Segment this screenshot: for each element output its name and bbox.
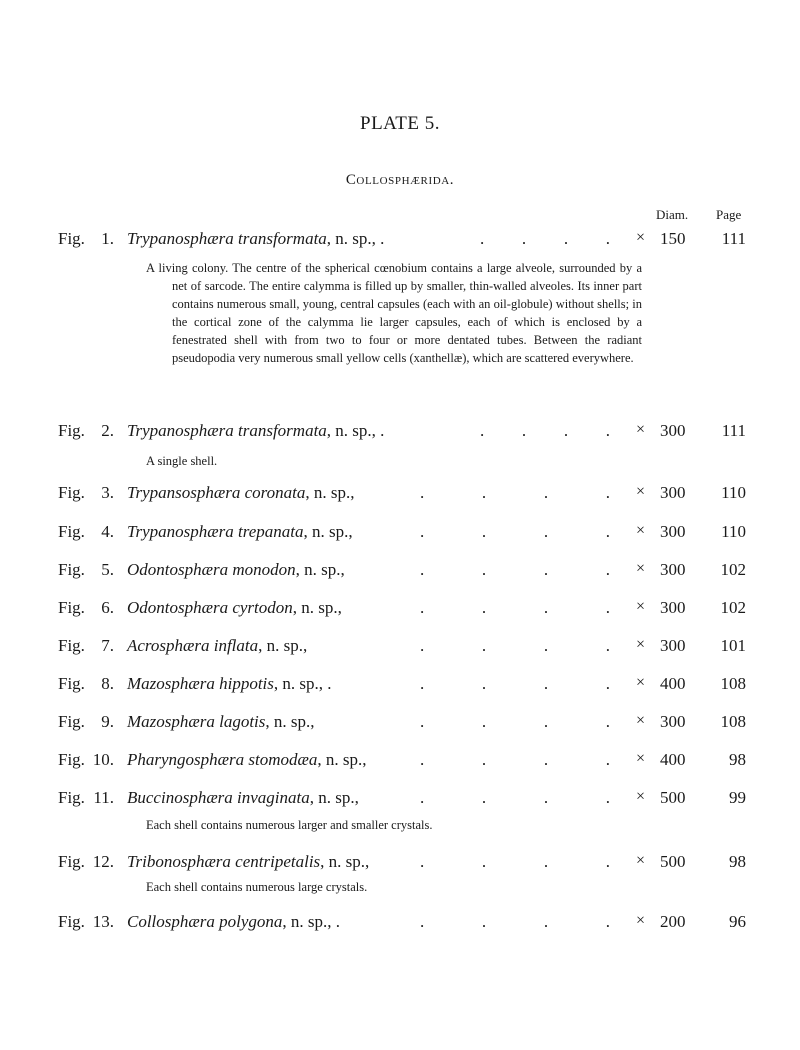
- magnification-sign: ×: [636, 674, 646, 691]
- species-name: [127, 522, 353, 542]
- figure-label: Fig.: [58, 636, 85, 655]
- figure-row: [0, 852, 800, 876]
- magnification-sign: ×: [636, 598, 646, 615]
- magnification-value: 150: [660, 229, 686, 248]
- species-name: [127, 229, 384, 249]
- magnification-sign: ×: [636, 522, 646, 539]
- figure-label: Fig.: [58, 712, 85, 731]
- species-binomial: Trypanosphæra transformata: [127, 421, 327, 440]
- column-header-diam: Diam.: [656, 207, 689, 222]
- figure-number: 12.: [92, 852, 114, 871]
- species-suffix: , n. sp., .: [326, 421, 385, 440]
- figure-row: [0, 421, 800, 445]
- page-number: 98: [729, 750, 746, 769]
- figure-description: A single shell.: [146, 454, 218, 468]
- leader-dots: . . . .: [420, 912, 610, 931]
- figure-number: 4.: [101, 522, 114, 541]
- species-binomial: Mazosphæra lagotis: [127, 712, 266, 731]
- figure-label: Fig.: [58, 750, 85, 769]
- figure-number: 9.: [101, 712, 114, 731]
- page-number: 110: [721, 483, 746, 502]
- species-suffix: , n. sp., .: [282, 912, 340, 931]
- species-name: [127, 421, 384, 441]
- species-binomial: Odontosphæra monodon: [127, 560, 296, 579]
- magnification-value: 300: [660, 560, 686, 579]
- magnification-sign: ×: [636, 912, 646, 929]
- species-name: [127, 912, 340, 932]
- figure-description: Each shell contains numerous large crystals.: [146, 880, 368, 894]
- species-binomial: Buccinosphæra invaginata: [127, 788, 310, 807]
- species-name: [127, 636, 307, 656]
- figure-number: 10.: [92, 750, 114, 769]
- figure-label: Fig.: [58, 421, 85, 440]
- figure-label: Fig.: [58, 522, 85, 541]
- figure-row: [0, 788, 800, 812]
- figure-number: 6.: [101, 598, 114, 617]
- species-name: [127, 483, 355, 503]
- species-binomial: Trypanosphæra trepanata: [127, 522, 304, 541]
- magnification-sign: ×: [636, 852, 646, 869]
- species-binomial: Tribonosphæra centripetalis: [127, 852, 321, 871]
- magnification-sign: ×: [636, 560, 646, 577]
- figure-row: [0, 750, 800, 774]
- species-binomial: Odontosphæra cyrtodon: [127, 598, 293, 617]
- page-number: 108: [720, 712, 746, 731]
- plate-title: PLATE 5.: [360, 113, 440, 134]
- magnification-sign: ×: [636, 712, 646, 729]
- species-suffix: , n. sp.,: [258, 636, 308, 655]
- species-name: [127, 674, 332, 694]
- species-binomial: Pharyngosphæra stomodæa: [127, 750, 318, 769]
- leader-dots: . . . .: [420, 522, 610, 541]
- figure-number: 13.: [92, 912, 114, 931]
- leader-dots: . . . .: [480, 421, 610, 440]
- figure-description: Each shell contains numerous larger and smaller crystals.: [146, 818, 433, 832]
- figure-label: Fig.: [58, 852, 85, 871]
- page-number: 111: [721, 229, 746, 248]
- figure-label: Fig.: [58, 674, 85, 693]
- species-binomial: Mazosphæra hippotis: [127, 674, 274, 693]
- magnification-value: 300: [660, 522, 686, 541]
- figure-number: 11.: [93, 788, 114, 807]
- figure-number: 2.: [101, 421, 114, 440]
- figure-row: [0, 912, 800, 936]
- leader-dots: . . . .: [420, 712, 610, 731]
- figure-number: 8.: [101, 674, 114, 693]
- species-suffix: , n. sp.,: [320, 852, 370, 871]
- page-number: 96: [729, 912, 746, 931]
- leader-dots: . . . .: [420, 636, 610, 655]
- species-suffix: , n. sp.,: [309, 788, 359, 807]
- species-suffix: , n. sp.,: [265, 712, 315, 731]
- species-suffix: , n. sp.,: [317, 750, 367, 769]
- figure-row: [0, 674, 800, 698]
- figure-row: [0, 636, 800, 660]
- page-number: 102: [720, 560, 746, 579]
- species-suffix: , n. sp.,: [305, 483, 355, 502]
- page-number: 98: [729, 852, 746, 871]
- figure-row: [0, 598, 800, 622]
- magnification-sign: ×: [636, 483, 646, 500]
- figure-label: Fig.: [58, 912, 85, 931]
- species-suffix: , n. sp.,: [295, 560, 345, 579]
- species-suffix: , n. sp.,: [292, 598, 342, 617]
- figure-number: 5.: [101, 560, 114, 579]
- magnification-value: 300: [660, 483, 686, 502]
- figure-row: [0, 560, 800, 584]
- magnification-value: 500: [660, 788, 686, 807]
- species-suffix: , n. sp., .: [326, 229, 385, 248]
- magnification-value: 300: [660, 712, 686, 731]
- page-number: 111: [721, 421, 746, 440]
- figure-label: Fig.: [58, 229, 85, 248]
- page-number: 101: [720, 636, 746, 655]
- leader-dots: . . . .: [420, 560, 610, 579]
- column-header-page: Page: [716, 207, 742, 222]
- magnification-value: 400: [660, 750, 686, 769]
- magnification-value: 200: [660, 912, 686, 931]
- leader-dots: . . . .: [480, 229, 610, 248]
- species-name: [127, 750, 366, 770]
- figure-row: [0, 522, 800, 546]
- magnification-value: 300: [660, 636, 686, 655]
- figure-row: [0, 229, 800, 253]
- figure-row: [0, 483, 800, 507]
- species-name: [127, 598, 342, 618]
- species-name: [127, 788, 359, 808]
- magnification-value: 300: [660, 598, 686, 617]
- leader-dots: . . . .: [420, 598, 610, 617]
- species-name: [127, 560, 345, 580]
- magnification-sign: ×: [636, 421, 646, 438]
- leader-dots: . . . .: [420, 674, 610, 693]
- page-number: 99: [729, 788, 746, 807]
- magnification-value: 400: [660, 674, 686, 693]
- figure-label: Fig.: [58, 560, 85, 579]
- figure-description: A living colony. The centre of the spherical cœnobium contains a large alveole, surrounded by a net of sarcode. The entire calymma is filled up by smaller, thin-walled alveoles. Its inner part contains numerous small, young, central capsules (each with an oil-globule) without shells; in the cortical zone of the calymma lie larger capsules, each of which is enclosed by a fenestrated shell with from two to four or more dentated tubes. Between the radiant pseudopodia very numerous small yellow cells (xanthellæ), which are scattered everywhere.: [146, 261, 642, 365]
- magnification-sign: ×: [636, 788, 646, 805]
- section-title: Collosphærida.: [345, 172, 455, 188]
- species-name: [127, 852, 369, 872]
- magnification-sign: ×: [636, 636, 646, 653]
- figure-number: 1.: [101, 229, 114, 248]
- figure-number: 7.: [101, 636, 114, 655]
- leader-dots: . . . .: [420, 852, 610, 871]
- leader-dots: . . . .: [420, 788, 610, 807]
- species-name: [127, 712, 315, 732]
- magnification-sign: ×: [636, 229, 646, 246]
- species-suffix: , n. sp.,: [303, 522, 353, 541]
- species-binomial: Trypanosphæra transformata: [127, 229, 327, 248]
- species-binomial: Trypansosphæra coronata: [127, 483, 306, 502]
- species-binomial: Acrosphæra inflata: [127, 636, 259, 655]
- species-suffix: , n. sp., .: [273, 674, 332, 693]
- magnification-value: 500: [660, 852, 686, 871]
- leader-dots: . . . .: [420, 483, 610, 502]
- page-number: 102: [720, 598, 746, 617]
- leader-dots: . . . .: [420, 750, 610, 769]
- figure-number: 3.: [101, 483, 114, 502]
- page-number: 110: [721, 522, 746, 541]
- magnification-value: 300: [660, 421, 686, 440]
- figure-label: Fig.: [58, 598, 85, 617]
- magnification-sign: ×: [636, 750, 646, 767]
- species-binomial: Collosphæra polygona: [127, 912, 283, 931]
- page-number: 108: [720, 674, 746, 693]
- figure-label: Fig.: [58, 788, 85, 807]
- figure-label: Fig.: [58, 483, 85, 502]
- figure-row: [0, 712, 800, 736]
